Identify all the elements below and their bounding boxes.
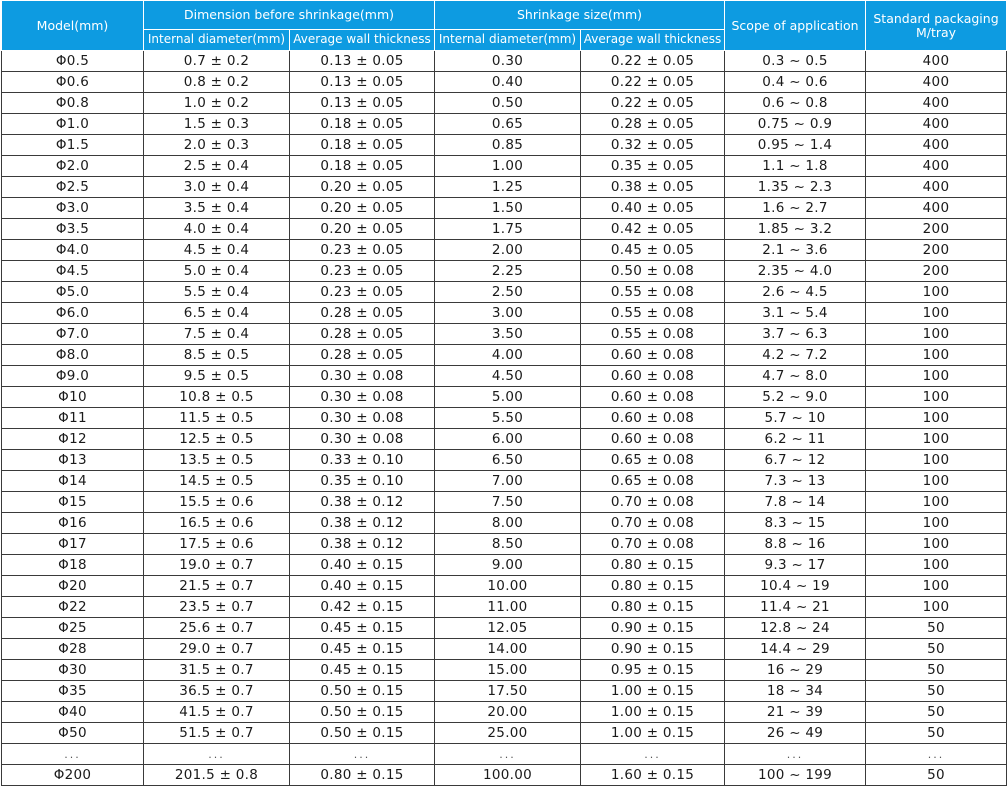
cell-internal-diameter-after: 20.00 [435, 702, 581, 723]
cell-wall-thickness-before: 0.40 ± 0.15 [290, 555, 435, 576]
cell-wall-thickness-after: 0.55 ± 0.08 [581, 282, 725, 303]
cell-wall-thickness-before: 0.80 ± 0.15 [290, 765, 435, 786]
cell-wall-thickness-before: 0.38 ± 0.12 [290, 492, 435, 513]
cell-packaging: 100 [866, 597, 1007, 618]
cell-packaging: 400 [866, 198, 1007, 219]
cell-wall-thickness-after: 0.40 ± 0.05 [581, 198, 725, 219]
cell-wall-thickness-before: 0.28 ± 0.05 [290, 324, 435, 345]
cell-internal-diameter-before: 21.5 ± 0.7 [144, 576, 290, 597]
cell-scope: 0.3 ~ 0.5 [725, 51, 866, 72]
cell-wall-thickness-after: 0.22 ± 0.05 [581, 51, 725, 72]
cell-packaging: 200 [866, 261, 1007, 282]
cell-internal-diameter-before: 5.5 ± 0.4 [144, 282, 290, 303]
table-row [2, 324, 1007, 345]
cell-internal-diameter-after: 5.50 [435, 408, 581, 429]
cell-packaging: 200 [866, 219, 1007, 240]
table-row [2, 450, 1007, 471]
header-row [2, 1, 1007, 30]
cell-wall-thickness-before: 0.28 ± 0.05 [290, 303, 435, 324]
cell-wall-thickness-before: 0.38 ± 0.12 [290, 513, 435, 534]
cell-internal-diameter-before: 14.5 ± 0.5 [144, 471, 290, 492]
cell-packaging: 400 [866, 114, 1007, 135]
cell-packaging: 50 [866, 723, 1007, 744]
table-row [2, 72, 1007, 93]
table-row [2, 177, 1007, 198]
cell-model: Φ25 [2, 618, 144, 639]
cell-packaging: 200 [866, 240, 1007, 261]
cell-internal-diameter-before: 19.0 ± 0.7 [144, 555, 290, 576]
cell-wall-thickness-before: 0.35 ± 0.10 [290, 471, 435, 492]
cell-scope: 2.6 ~ 4.5 [725, 282, 866, 303]
cell-wall-thickness-before: 0.30 ± 0.08 [290, 366, 435, 387]
cell-packaging: 100 [866, 492, 1007, 513]
table-body [2, 51, 1007, 786]
cell-wall-thickness-before: 0.13 ± 0.05 [290, 93, 435, 114]
cell-packaging: 50 [866, 639, 1007, 660]
subheader-internal-diameter-after: Internal diameter(mm) [435, 30, 581, 51]
cell-internal-diameter-before: 29.0 ± 0.7 [144, 639, 290, 660]
cell-scope: 1.1 ~ 1.8 [725, 156, 866, 177]
cell-packaging: 50 [866, 618, 1007, 639]
cell-model: Φ0.5 [2, 51, 144, 72]
cell-packaging: 400 [866, 72, 1007, 93]
header-before-shrinkage: Dimension before shrinkage(mm) [144, 1, 435, 30]
cell-internal-diameter-before: 12.5 ± 0.5 [144, 429, 290, 450]
cell-model: Φ8.0 [2, 345, 144, 366]
cell-scope: 8.3 ~ 15 [725, 513, 866, 534]
cell-wall-thickness-before: 0.45 ± 0.15 [290, 618, 435, 639]
cell-wall-thickness-after: 0.28 ± 0.05 [581, 114, 725, 135]
cell-wall-thickness-before: 0.13 ± 0.05 [290, 51, 435, 72]
cell-internal-diameter-after: 100.00 [435, 765, 581, 786]
table-row [2, 114, 1007, 135]
cell-wall-thickness-after: 0.65 ± 0.08 [581, 450, 725, 471]
table-row [2, 303, 1007, 324]
cell-internal-diameter-before: 3.5 ± 0.4 [144, 198, 290, 219]
cell-packaging: 50 [866, 660, 1007, 681]
cell-internal-diameter-after: 14.00 [435, 639, 581, 660]
cell-model: Φ18 [2, 555, 144, 576]
cell-internal-diameter-before: 7.5 ± 0.4 [144, 324, 290, 345]
table-row [2, 408, 1007, 429]
table-row [2, 471, 1007, 492]
cell-internal-diameter-after: 2.25 [435, 261, 581, 282]
cell-model: Φ9.0 [2, 366, 144, 387]
cell-internal-diameter-after: 6.50 [435, 450, 581, 471]
cell-wall-thickness-after: 0.32 ± 0.05 [581, 135, 725, 156]
cell-internal-diameter-after: 1.00 [435, 156, 581, 177]
table-row [2, 639, 1007, 660]
cell-internal-diameter-before: 9.5 ± 0.5 [144, 366, 290, 387]
cell-internal-diameter-after: 1.25 [435, 177, 581, 198]
cell-scope: 7.8 ~ 14 [725, 492, 866, 513]
cell-wall-thickness-after: 0.55 ± 0.08 [581, 324, 725, 345]
subheader-wall-thickness-after: Average wall thickness [581, 30, 725, 51]
cell-wall-thickness-before: 0.30 ± 0.08 [290, 408, 435, 429]
cell-packaging: 100 [866, 534, 1007, 555]
cell-scope: ... [725, 744, 866, 765]
cell-model: Φ1.0 [2, 114, 144, 135]
cell-internal-diameter-after: ... [435, 744, 581, 765]
cell-model: Φ0.8 [2, 93, 144, 114]
cell-internal-diameter-before: 0.7 ± 0.2 [144, 51, 290, 72]
cell-model: Φ12 [2, 429, 144, 450]
cell-wall-thickness-before: 0.23 ± 0.05 [290, 282, 435, 303]
cell-packaging: 100 [866, 324, 1007, 345]
cell-packaging: 100 [866, 366, 1007, 387]
cell-scope: 1.85 ~ 3.2 [725, 219, 866, 240]
cell-scope: 8.8 ~ 16 [725, 534, 866, 555]
cell-internal-diameter-after: 8.00 [435, 513, 581, 534]
cell-internal-diameter-before: 3.0 ± 0.4 [144, 177, 290, 198]
cell-model: Φ28 [2, 639, 144, 660]
table-row [2, 387, 1007, 408]
subheader-wall-thickness-before: Average wall thickness [290, 30, 435, 51]
cell-scope: 2.1 ~ 3.6 [725, 240, 866, 261]
cell-model: Φ30 [2, 660, 144, 681]
cell-model: Φ16 [2, 513, 144, 534]
cell-wall-thickness-before: 0.23 ± 0.05 [290, 261, 435, 282]
cell-internal-diameter-after: 12.05 [435, 618, 581, 639]
cell-packaging: 100 [866, 513, 1007, 534]
cell-model: Φ13 [2, 450, 144, 471]
cell-wall-thickness-after: 0.50 ± 0.08 [581, 261, 725, 282]
cell-wall-thickness-before: 0.18 ± 0.05 [290, 156, 435, 177]
table-row [2, 429, 1007, 450]
cell-wall-thickness-before: 0.20 ± 0.05 [290, 198, 435, 219]
cell-packaging: 100 [866, 282, 1007, 303]
cell-model: ... [2, 744, 144, 765]
cell-packaging: 400 [866, 93, 1007, 114]
cell-wall-thickness-before: 0.40 ± 0.15 [290, 576, 435, 597]
cell-wall-thickness-after: 0.60 ± 0.08 [581, 366, 725, 387]
cell-scope: 4.2 ~ 7.2 [725, 345, 866, 366]
cell-packaging: 100 [866, 345, 1007, 366]
cell-scope: 11.4 ~ 21 [725, 597, 866, 618]
cell-internal-diameter-after: 9.00 [435, 555, 581, 576]
cell-model: Φ4.5 [2, 261, 144, 282]
cell-internal-diameter-after: 6.00 [435, 429, 581, 450]
cell-packaging: 100 [866, 450, 1007, 471]
table-row [2, 660, 1007, 681]
cell-model: Φ50 [2, 723, 144, 744]
table-row [2, 618, 1007, 639]
table-row [2, 219, 1007, 240]
cell-model: Φ7.0 [2, 324, 144, 345]
cell-internal-diameter-after: 3.00 [435, 303, 581, 324]
cell-internal-diameter-after: 7.50 [435, 492, 581, 513]
cell-packaging: 50 [866, 702, 1007, 723]
table-row [2, 765, 1007, 786]
cell-scope: 12.8 ~ 24 [725, 618, 866, 639]
table-row [2, 597, 1007, 618]
cell-scope: 6.2 ~ 11 [725, 429, 866, 450]
cell-internal-diameter-before: 41.5 ± 0.7 [144, 702, 290, 723]
cell-wall-thickness-after: 0.80 ± 0.15 [581, 576, 725, 597]
table-row [2, 261, 1007, 282]
cell-internal-diameter-after: 25.00 [435, 723, 581, 744]
cell-internal-diameter-before: 23.5 ± 0.7 [144, 597, 290, 618]
cell-model: Φ35 [2, 681, 144, 702]
cell-wall-thickness-before: 0.50 ± 0.15 [290, 702, 435, 723]
cell-internal-diameter-before: 13.5 ± 0.5 [144, 450, 290, 471]
cell-internal-diameter-after: 1.75 [435, 219, 581, 240]
cell-wall-thickness-before: 0.45 ± 0.15 [290, 639, 435, 660]
cell-wall-thickness-before: 0.13 ± 0.05 [290, 72, 435, 93]
cell-internal-diameter-after: 4.00 [435, 345, 581, 366]
header-scope: Scope of application [725, 1, 866, 51]
table-row [2, 492, 1007, 513]
cell-wall-thickness-after: 0.22 ± 0.05 [581, 93, 725, 114]
cell-internal-diameter-before: 4.5 ± 0.4 [144, 240, 290, 261]
cell-internal-diameter-before: 31.5 ± 0.7 [144, 660, 290, 681]
cell-scope: 5.7 ~ 10 [725, 408, 866, 429]
cell-internal-diameter-before: 0.8 ± 0.2 [144, 72, 290, 93]
cell-internal-diameter-after: 0.85 [435, 135, 581, 156]
cell-internal-diameter-before: 2.5 ± 0.4 [144, 156, 290, 177]
header-packaging: Standard packaging M/tray [866, 1, 1007, 51]
cell-wall-thickness-before: 0.42 ± 0.15 [290, 597, 435, 618]
cell-packaging: 100 [866, 555, 1007, 576]
table-row [2, 156, 1007, 177]
cell-scope: 7.3 ~ 13 [725, 471, 866, 492]
cell-wall-thickness-after: 0.60 ± 0.08 [581, 345, 725, 366]
subheader-internal-diameter-before: Internal diameter(mm) [144, 30, 290, 51]
cell-packaging: 100 [866, 303, 1007, 324]
header-shrinkage-size: Shrinkage size(mm) [435, 1, 725, 30]
cell-packaging: ... [866, 744, 1007, 765]
cell-internal-diameter-after: 0.65 [435, 114, 581, 135]
cell-packaging: 400 [866, 135, 1007, 156]
cell-wall-thickness-before: 0.33 ± 0.10 [290, 450, 435, 471]
cell-wall-thickness-after: ... [581, 744, 725, 765]
table-row [2, 534, 1007, 555]
table-row [2, 366, 1007, 387]
cell-wall-thickness-before: 0.18 ± 0.05 [290, 135, 435, 156]
cell-packaging: 100 [866, 471, 1007, 492]
cell-wall-thickness-after: 0.70 ± 0.08 [581, 492, 725, 513]
cell-internal-diameter-before: 6.5 ± 0.4 [144, 303, 290, 324]
cell-scope: 5.2 ~ 9.0 [725, 387, 866, 408]
cell-packaging: 100 [866, 429, 1007, 450]
cell-wall-thickness-after: 0.42 ± 0.05 [581, 219, 725, 240]
table-row [2, 555, 1007, 576]
cell-packaging: 100 [866, 408, 1007, 429]
table-row [2, 51, 1007, 72]
cell-wall-thickness-before: 0.20 ± 0.05 [290, 219, 435, 240]
cell-wall-thickness-before: 0.50 ± 0.15 [290, 723, 435, 744]
cell-internal-diameter-before: 201.5 ± 0.8 [144, 765, 290, 786]
cell-internal-diameter-before: 36.5 ± 0.7 [144, 681, 290, 702]
cell-wall-thickness-before: 0.23 ± 0.05 [290, 240, 435, 261]
cell-scope: 4.7 ~ 8.0 [725, 366, 866, 387]
cell-internal-diameter-before: 15.5 ± 0.6 [144, 492, 290, 513]
cell-internal-diameter-after: 17.50 [435, 681, 581, 702]
cell-internal-diameter-before: 1.5 ± 0.3 [144, 114, 290, 135]
cell-internal-diameter-before: 17.5 ± 0.6 [144, 534, 290, 555]
cell-wall-thickness-after: 0.70 ± 0.08 [581, 513, 725, 534]
table-row [2, 282, 1007, 303]
cell-scope: 26 ~ 49 [725, 723, 866, 744]
cell-wall-thickness-after: 0.55 ± 0.08 [581, 303, 725, 324]
cell-internal-diameter-before: 8.5 ± 0.5 [144, 345, 290, 366]
cell-wall-thickness-after: 0.60 ± 0.08 [581, 408, 725, 429]
cell-model: Φ0.6 [2, 72, 144, 93]
cell-wall-thickness-after: 1.60 ± 0.15 [581, 765, 725, 786]
cell-packaging: 400 [866, 51, 1007, 72]
cell-packaging: 400 [866, 177, 1007, 198]
cell-model: Φ17 [2, 534, 144, 555]
cell-internal-diameter-before: 11.5 ± 0.5 [144, 408, 290, 429]
cell-model: Φ3.0 [2, 198, 144, 219]
cell-model: Φ200 [2, 765, 144, 786]
cell-wall-thickness-before: 0.18 ± 0.05 [290, 114, 435, 135]
cell-internal-diameter-before: 25.6 ± 0.7 [144, 618, 290, 639]
table-row [2, 513, 1007, 534]
cell-wall-thickness-after: 0.35 ± 0.05 [581, 156, 725, 177]
cell-internal-diameter-before: 51.5 ± 0.7 [144, 723, 290, 744]
cell-model: Φ2.5 [2, 177, 144, 198]
cell-scope: 0.6 ~ 0.8 [725, 93, 866, 114]
cell-packaging: 50 [866, 765, 1007, 786]
cell-wall-thickness-before: 0.30 ± 0.08 [290, 387, 435, 408]
cell-scope: 18 ~ 34 [725, 681, 866, 702]
cell-wall-thickness-after: 1.00 ± 0.15 [581, 681, 725, 702]
cell-wall-thickness-before: ... [290, 744, 435, 765]
table-row [2, 345, 1007, 366]
cell-packaging: 400 [866, 156, 1007, 177]
cell-internal-diameter-after: 10.00 [435, 576, 581, 597]
table-row [2, 198, 1007, 219]
cell-wall-thickness-after: 0.60 ± 0.08 [581, 387, 725, 408]
cell-wall-thickness-before: 0.28 ± 0.05 [290, 345, 435, 366]
cell-internal-diameter-before: ... [144, 744, 290, 765]
table-row [2, 93, 1007, 114]
cell-internal-diameter-after: 0.30 [435, 51, 581, 72]
cell-scope: 14.4 ~ 29 [725, 639, 866, 660]
cell-scope: 100 ~ 199 [725, 765, 866, 786]
cell-wall-thickness-after: 1.00 ± 0.15 [581, 723, 725, 744]
cell-model: Φ6.0 [2, 303, 144, 324]
table-row [2, 240, 1007, 261]
cell-scope: 0.95 ~ 1.4 [725, 135, 866, 156]
cell-internal-diameter-before: 2.0 ± 0.3 [144, 135, 290, 156]
cell-internal-diameter-after: 0.40 [435, 72, 581, 93]
cell-internal-diameter-before: 10.8 ± 0.5 [144, 387, 290, 408]
cell-internal-diameter-after: 8.50 [435, 534, 581, 555]
table-row [2, 681, 1007, 702]
cell-scope: 1.6 ~ 2.7 [725, 198, 866, 219]
specification-table [1, 0, 1007, 786]
cell-scope: 21 ~ 39 [725, 702, 866, 723]
cell-model: Φ3.5 [2, 219, 144, 240]
cell-wall-thickness-after: 0.45 ± 0.05 [581, 240, 725, 261]
cell-scope: 6.7 ~ 12 [725, 450, 866, 471]
cell-scope: 1.35 ~ 2.3 [725, 177, 866, 198]
cell-internal-diameter-after: 3.50 [435, 324, 581, 345]
cell-internal-diameter-after: 5.00 [435, 387, 581, 408]
cell-internal-diameter-after: 11.00 [435, 597, 581, 618]
cell-internal-diameter-before: 1.0 ± 0.2 [144, 93, 290, 114]
cell-scope: 16 ~ 29 [725, 660, 866, 681]
cell-model: Φ4.0 [2, 240, 144, 261]
cell-model: Φ5.0 [2, 282, 144, 303]
cell-packaging: 100 [866, 576, 1007, 597]
cell-internal-diameter-before: 5.0 ± 0.4 [144, 261, 290, 282]
cell-model: Φ1.5 [2, 135, 144, 156]
cell-scope: 10.4 ~ 19 [725, 576, 866, 597]
cell-wall-thickness-after: 0.38 ± 0.05 [581, 177, 725, 198]
cell-internal-diameter-before: 4.0 ± 0.4 [144, 219, 290, 240]
cell-internal-diameter-after: 2.00 [435, 240, 581, 261]
cell-wall-thickness-after: 0.22 ± 0.05 [581, 72, 725, 93]
cell-scope: 9.3 ~ 17 [725, 555, 866, 576]
cell-wall-thickness-after: 0.65 ± 0.08 [581, 471, 725, 492]
cell-wall-thickness-before: 0.50 ± 0.15 [290, 681, 435, 702]
cell-wall-thickness-before: 0.45 ± 0.15 [290, 660, 435, 681]
table-row [2, 702, 1007, 723]
cell-wall-thickness-before: 0.30 ± 0.08 [290, 429, 435, 450]
cell-scope: 3.1 ~ 5.4 [725, 303, 866, 324]
cell-model: Φ2.0 [2, 156, 144, 177]
cell-wall-thickness-after: 0.90 ± 0.15 [581, 618, 725, 639]
cell-scope: 2.35 ~ 4.0 [725, 261, 866, 282]
cell-model: Φ11 [2, 408, 144, 429]
cell-packaging: 100 [866, 387, 1007, 408]
cell-wall-thickness-after: 1.00 ± 0.15 [581, 702, 725, 723]
cell-wall-thickness-after: 0.90 ± 0.15 [581, 639, 725, 660]
cell-internal-diameter-after: 15.00 [435, 660, 581, 681]
cell-internal-diameter-after: 7.00 [435, 471, 581, 492]
cell-wall-thickness-before: 0.38 ± 0.12 [290, 534, 435, 555]
cell-model: Φ10 [2, 387, 144, 408]
cell-scope: 3.7 ~ 6.3 [725, 324, 866, 345]
table-row [2, 723, 1007, 744]
cell-internal-diameter-before: 16.5 ± 0.6 [144, 513, 290, 534]
table-row [2, 744, 1007, 765]
cell-wall-thickness-before: 0.20 ± 0.05 [290, 177, 435, 198]
cell-wall-thickness-after: 0.95 ± 0.15 [581, 660, 725, 681]
cell-wall-thickness-after: 0.80 ± 0.15 [581, 597, 725, 618]
cell-packaging: 50 [866, 681, 1007, 702]
cell-model: Φ22 [2, 597, 144, 618]
cell-wall-thickness-after: 0.80 ± 0.15 [581, 555, 725, 576]
cell-model: Φ15 [2, 492, 144, 513]
cell-wall-thickness-after: 0.60 ± 0.08 [581, 429, 725, 450]
cell-model: Φ20 [2, 576, 144, 597]
cell-model: Φ40 [2, 702, 144, 723]
cell-scope: 0.4 ~ 0.6 [725, 72, 866, 93]
cell-internal-diameter-after: 0.50 [435, 93, 581, 114]
cell-wall-thickness-after: 0.70 ± 0.08 [581, 534, 725, 555]
cell-internal-diameter-after: 4.50 [435, 366, 581, 387]
cell-internal-diameter-after: 2.50 [435, 282, 581, 303]
cell-internal-diameter-after: 1.50 [435, 198, 581, 219]
cell-scope: 0.75 ~ 0.9 [725, 114, 866, 135]
header-model: Model(mm) [2, 1, 144, 51]
table-row [2, 576, 1007, 597]
table-row [2, 135, 1007, 156]
cell-model: Φ14 [2, 471, 144, 492]
